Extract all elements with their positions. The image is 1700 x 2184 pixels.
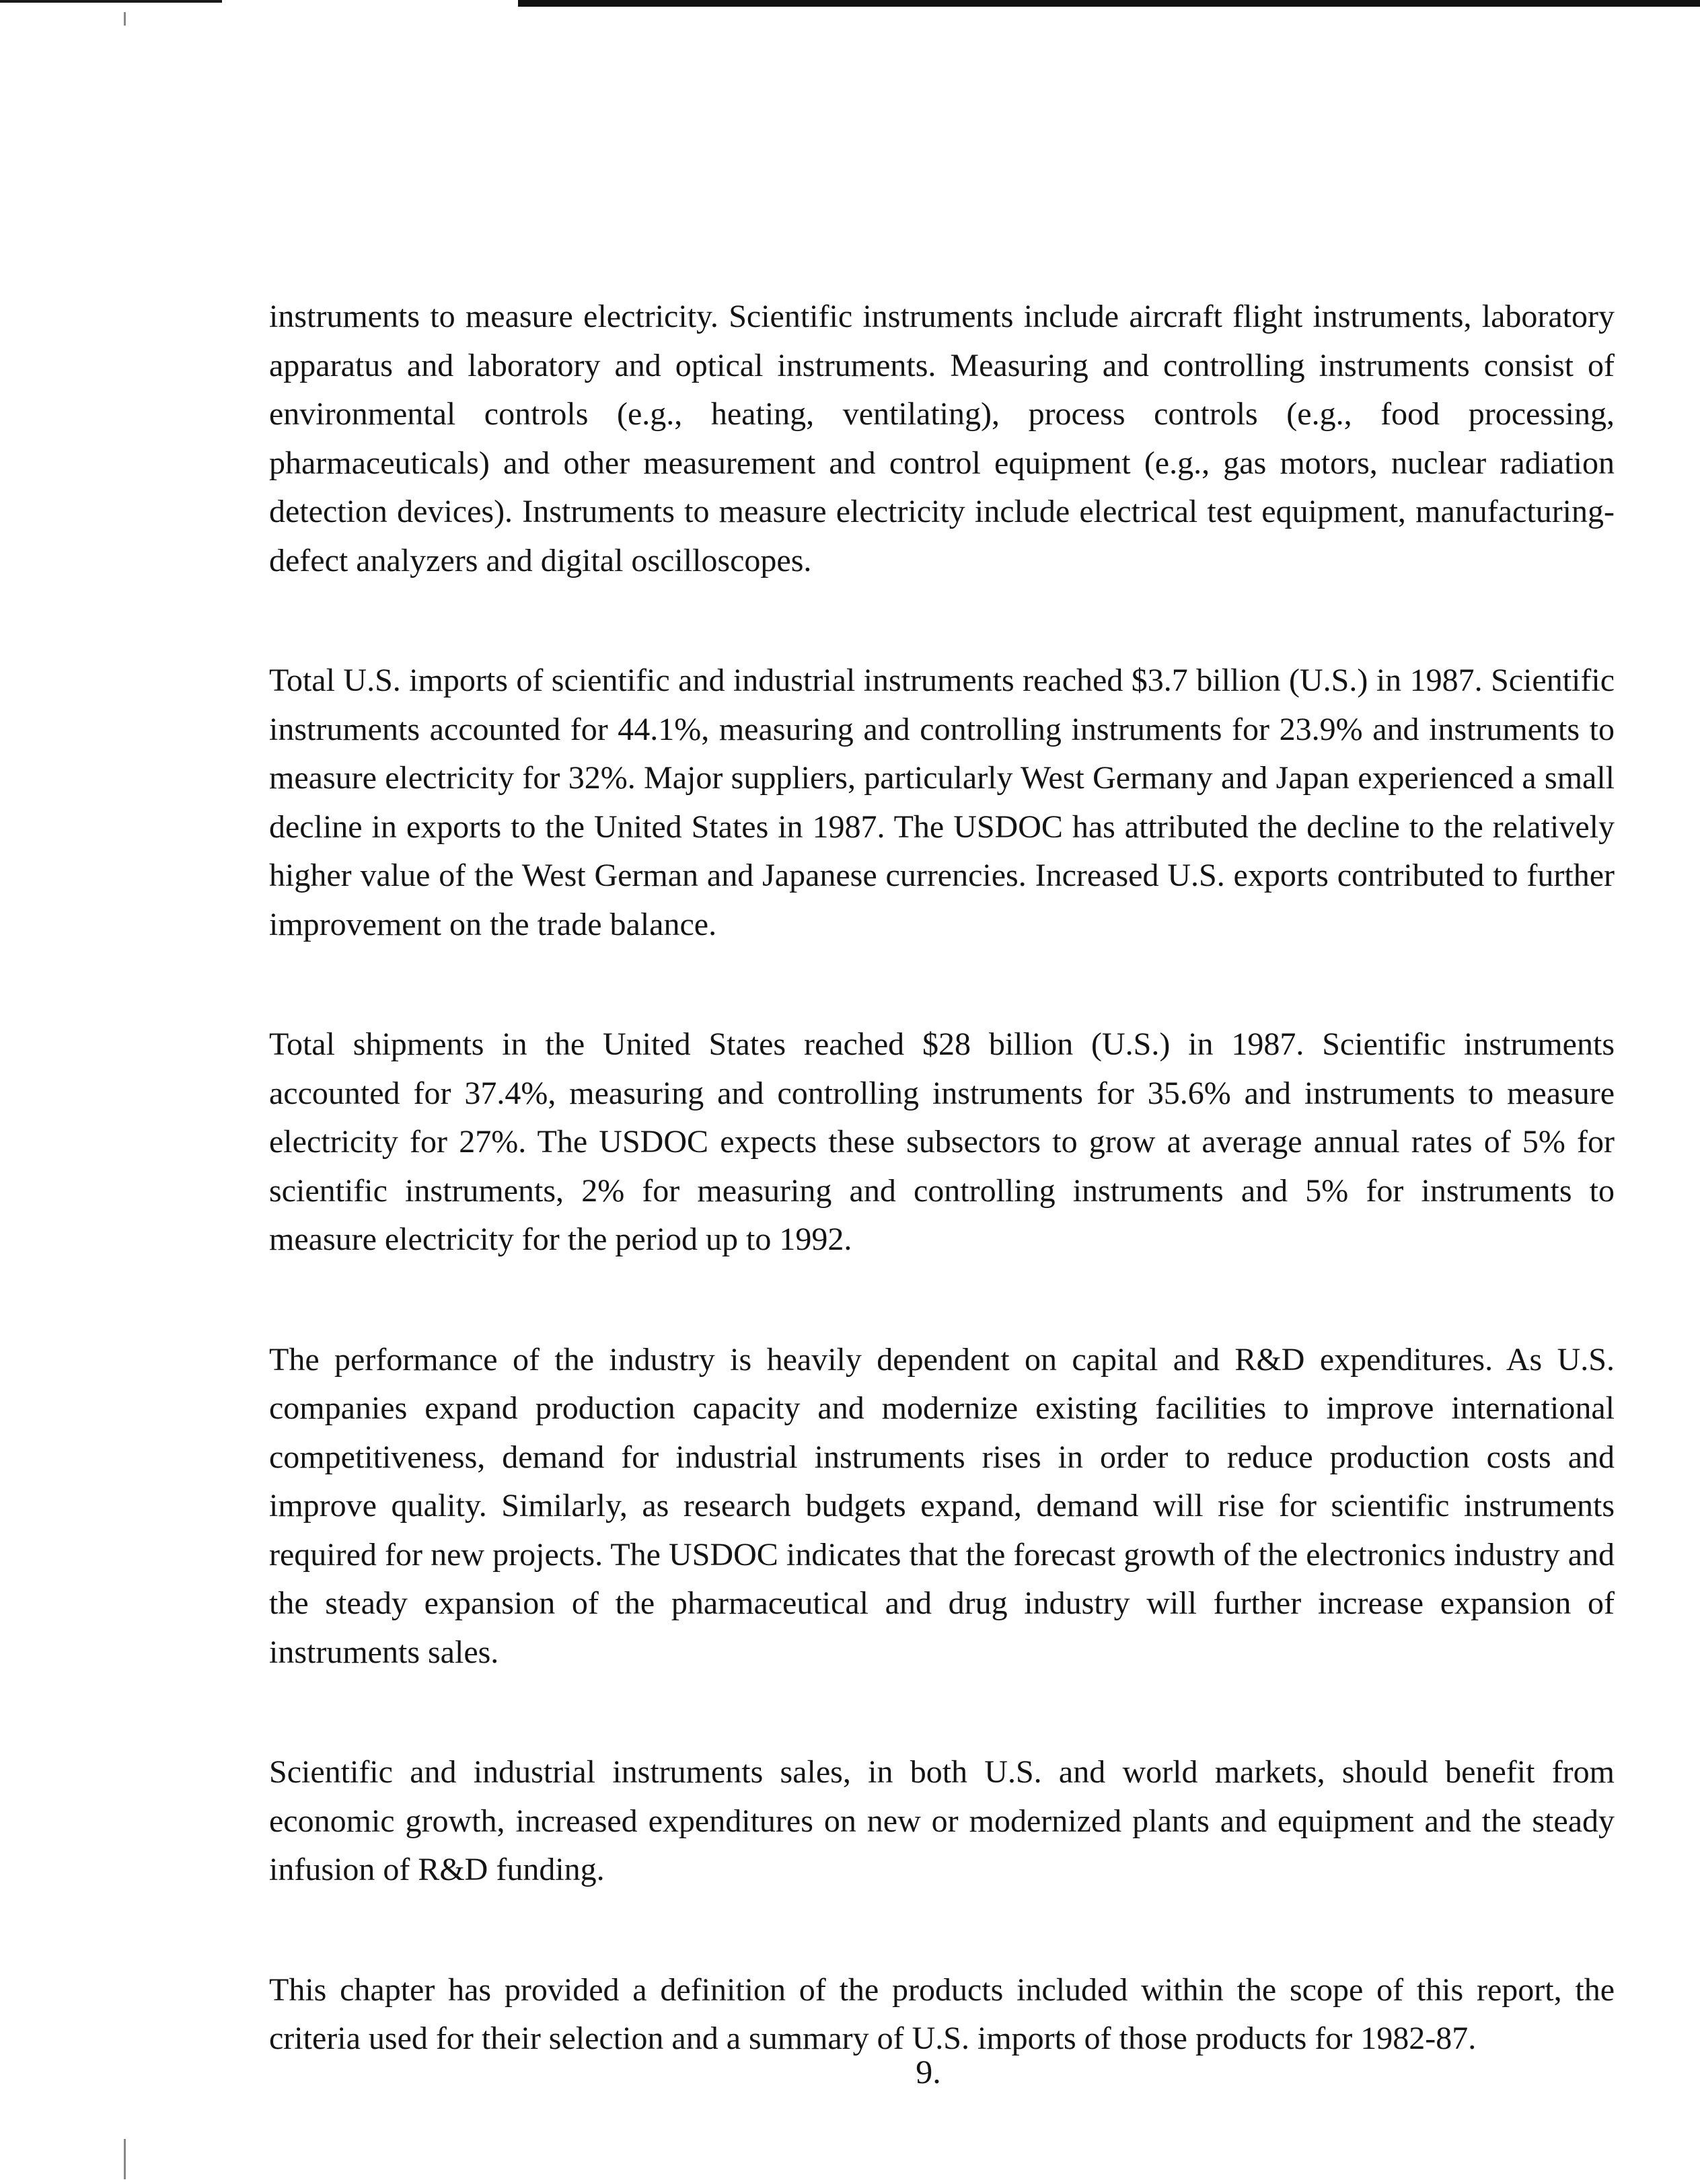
paragraph-chapter-summary: This chapter has provided a definition of the products included within the scope of this report, the criteria used for their selection and a summary of U.S. imports of those products for 1982-87.: [269, 1971, 1615, 2056]
top-rule-left: [0, 0, 222, 3]
page-number: 9.: [916, 2053, 941, 2091]
paragraph-instrument-categories: instruments to measure electricity. Scientific instruments include aircraft flight instruments, laboratory apparatus and laboratory and optical instruments. Measuring and controlling instruments consist of environmental controls (e.g., heating, ventilating), process controls (e.g., food processing, pharmaceuticals) and other measurement and control equipment (e.g., gas motors, nuclear radiation detection devices). Instruments to measure electricity include electrical test equipment, manufacturing-defect analyzers and digital oscilloscopes.: [269, 299, 1615, 578]
margin-scan-mark: [124, 12, 126, 26]
paragraph-industry-performance: The performance of the industry is heavily dependent on capital and R&D expenditures. As U.S. companies expand production capacity and modernize existing facilities to improve international competitiveness, demand for industrial instruments rises in order to reduce production costs and improve quality. Similarly, as research budgets expand, demand will rise for scientific instruments required for new projects. The USDOC indicates that the forecast growth of the electronics industry and the steady expansion of the pharmaceutical and drug industry will further increase expansion of instruments sales.: [269, 1341, 1615, 1670]
paragraph-shipments: Total shipments in the United States reached $28 billion (U.S.) in 1987. Scientific instruments accounted for 37.4%, measuring and controlling instruments for 35.6% and instruments to measure electricity for 27%. The USDOC expects these subsectors to grow at average annual rates of 5% for scientific instruments, 2% for measuring and controlling instruments and 5% for instruments to measure electricity for the period up to 1992.: [269, 1026, 1615, 1257]
margin-scan-mark: [124, 2139, 126, 2179]
paragraph-imports: Total U.S. imports of scientific and industrial instruments reached $3.7 billion (U.S.) in 1987. Scientific instruments accounted for 44.1%, measuring and controlling instruments for 23.9% and instruments to measure electricity for 32%. Major suppliers, particularly West Germany and Japan experienced a small decline in exports to the United States in 1987. The USDOC has attributed the decline to the relatively higher value of the West German and Japanese currencies. Increased U.S. exports contributed to further improvement on the trade balance.: [269, 663, 1615, 942]
top-rule-right: [518, 0, 1700, 7]
page-body: [269, 293, 1615, 2135]
paragraph-market-outlook: Scientific and industrial instruments sales, in both U.S. and world markets, should benefit from economic growth, increased expenditures on new or modernized plants and equipment and the steady infusion of R&D funding.: [269, 1754, 1615, 1887]
